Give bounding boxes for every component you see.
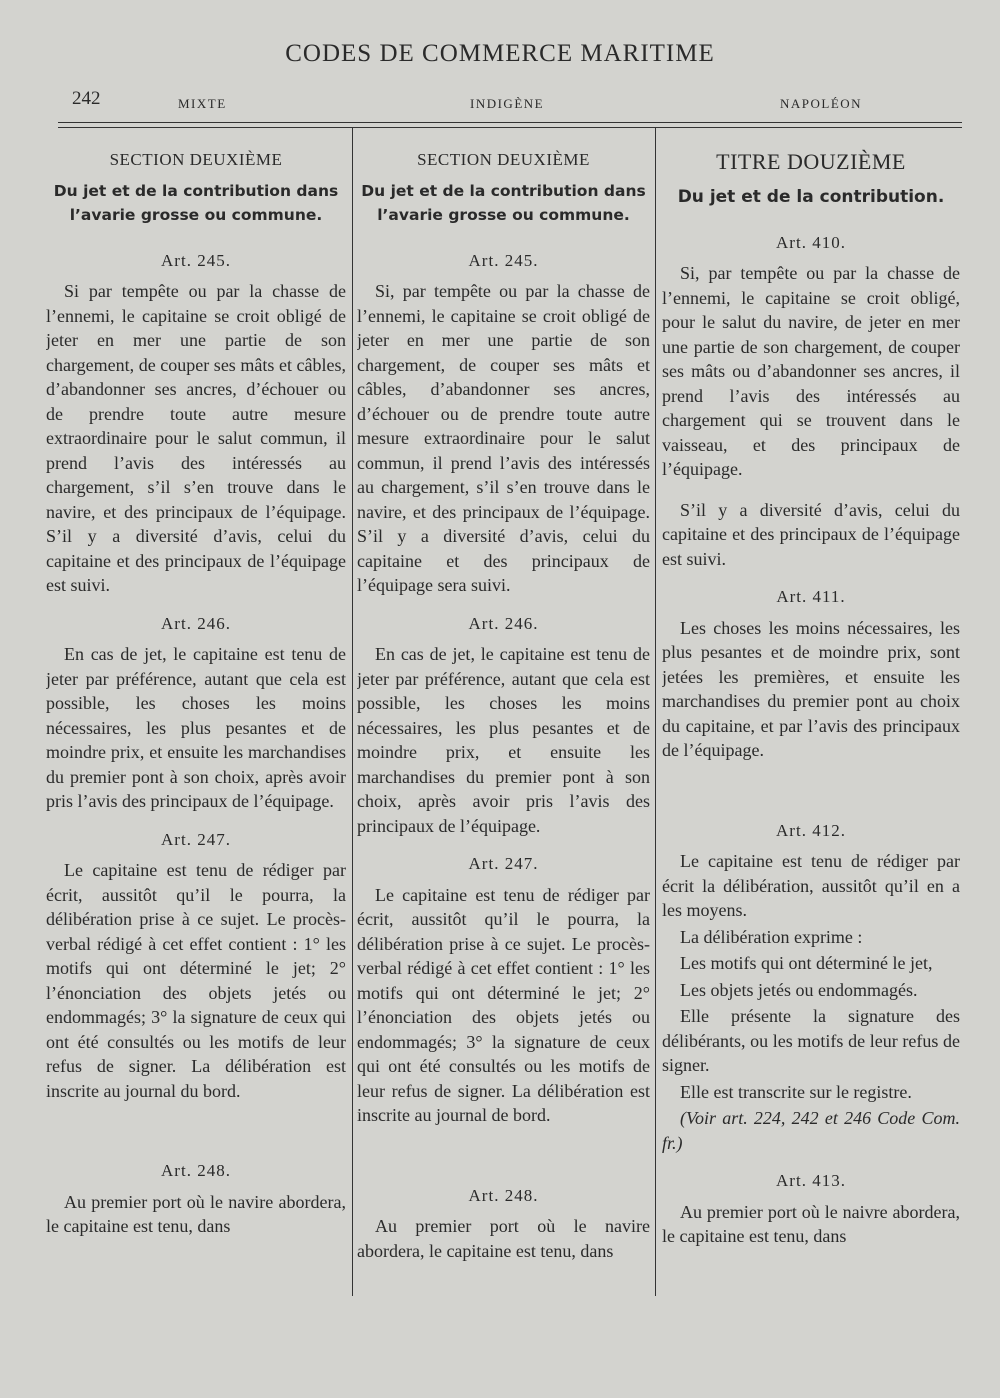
- article-text: Si, par tempête ou par la chasse de l’ennemi, le capitaine se croit obligé de jeter en mer une partie de son chargement, de couper ses mâts et câbles, d’abandonner ses ancres, d’échouer ou de prendre toute autre mesure extraordinaire pour le salut commun, il prend l’avis des intéressés au chargement, s’il s’en trouve dans le navire, et des principaux de l’équipage. S’il y a diversité d’avis, celui du capitaine et des principaux de l’équipage sera suivi.: [357, 281, 650, 595]
- article-text: S’il y a diversité d’avis, celui du capitaine et des principaux de l’équipage est suivi.: [662, 499, 960, 569]
- column-heading-napoleon: NAPOLÉON: [780, 96, 863, 111]
- article-text: Les objets jetés ou endommagés.: [680, 979, 918, 1000]
- column-heading-mixte: MIXTE: [178, 96, 227, 111]
- article-heading: Art. 246.: [161, 613, 231, 633]
- column-divider-2: [655, 128, 656, 1296]
- article-text: Le capitaine est tenu de rédiger par écrit, aussitôt qu’il le pourra, la délibération prise à ce sujet. Le procès-verbal rédigé à cet effet contient : 1° les motifs qui ont déterminé le jet; 2° l’énonciation des objets jetés ou endommagés; 3° la signature de ceux qui ont été consultés ou les motifs de leur refus de signer. La délibération est inscrite au journal du bord.: [46, 860, 346, 1101]
- code-reference: (Voir art. 224, 242 et 246 Code Com. fr.): [662, 1108, 960, 1153]
- article-text: Les motifs qui ont déterminé le jet,: [680, 953, 933, 973]
- article-text: La délibération exprime :: [680, 926, 863, 947]
- page-title: CODES DE COMMERCE MARITIME: [285, 40, 715, 67]
- article-heading: Art. 248.: [468, 1185, 539, 1205]
- titre-heading: TITRE DOUZIÈME: [716, 149, 906, 174]
- article-text: Au premier port où le navire abordera, le capitaine est tenu, dans: [46, 1191, 346, 1236]
- article-heading: Art. 247.: [468, 854, 539, 873]
- column-mixte: [46, 142, 346, 1292]
- article-heading: Art. 413.: [776, 1171, 846, 1190]
- article-heading: Art. 247.: [161, 829, 231, 849]
- article-text: Les choses les moins nécessaires, les plus pesantes et de moindre prix, sont jetées les premières, et ensuite les marchandises du premier pont au choix du capitaine, et par l’avis des principaux de l’équipage.: [662, 617, 960, 760]
- titre-subtitle: Du jet et de la contribution.: [677, 186, 945, 207]
- column-heading-indigene: INDIGÈNE: [470, 96, 545, 111]
- column-napoleon: [662, 142, 960, 1292]
- article-text: En cas de jet, le capitaine est tenu de jeter par préférence, autant que cela est possible, les choses les moins nécessaires, les plus pesantes et de moindre prix, et ensuite les marchandises du premier pont à son choix, après avoir pris l’avis des principaux de l’équipage.: [46, 644, 346, 811]
- article-heading: Art. 411.: [776, 587, 846, 606]
- section-subtitle: Du jet et de la contribution dans l’avarie grosse ou commune.: [361, 181, 646, 224]
- article-text: Elle est transcrite sur le registre.: [680, 1081, 912, 1102]
- article-heading: Art. 246.: [468, 613, 539, 633]
- article-heading: Art. 410.: [776, 232, 846, 252]
- article-text: Si par tempête ou par la chasse de l’ennemi, le capitaine se croit obligé de jeter en mer une partie de son chargement, de couper ses mâts et câbles, d’abandonner ses ancres, d’échouer ou de prendre toute autre mesure extraordinaire pour le salut commun, il prend l’avis des intéressés au chargement, s’il s’en trouve dans le navire, et des principaux de l’équipage. S’il y a diversité d’avis, celui du capitaine et des principaux de l’équipage est suivi.: [46, 281, 346, 595]
- article-text: Le capitaine est tenu de rédiger par écrit la délibération, aussitôt qu’il en a les moyens.: [662, 851, 960, 920]
- article-text: Le capitaine est tenu de rédiger par écrit, aussitôt qu’il le pourra, la délibération prise à ce sujet. Le procès-verbal rédigé à cet effet contient : 1° les motifs qui ont déterminé le jet; 2° l’énonciation des objets jetés ou endommagés; 3° la signature de ceux qui ont été consultés ou les motifs de leur refus de signer. La délibération est inscrite au journal de bord.: [357, 884, 650, 1125]
- article-text: Si, par tempête ou par la chasse de l’ennemi, le capitaine se croit obligé, pour le salut du navire, de jeter en mer une partie de son chargement, de couper ses mâts ou d’abandonner ses ancres, il prend l’avis des intéressés au chargement qui se trouvent dans le vaisseau, et des principaux de l’équipage.: [662, 263, 960, 479]
- column-indigene: [357, 142, 650, 1292]
- column-divider-1: [352, 128, 353, 1296]
- header-rule-top: [58, 122, 962, 123]
- article-text: Elle présente la signature des délibérants, ou les motifs de leur refus de signer.: [662, 1006, 960, 1075]
- article-heading: Art. 245.: [468, 250, 539, 270]
- article-text: En cas de jet, le capitaine est tenu de jeter par préférence, autant que cela est possible, les choses les moins nécessaires, les plus pesantes et de moindre prix, et ensuite les marchandises du premier pont à son choix, après avoir pris l’avis des principaux de l’équipage.: [357, 644, 650, 836]
- article-text: Au premier port où le navire abordera, le capitaine est tenu, dans: [357, 1216, 650, 1261]
- page-number: 242: [72, 88, 101, 109]
- header-rule-bottom: [58, 127, 962, 128]
- section-heading: SECTION DEUXIÈME: [109, 150, 283, 169]
- section-heading: SECTION DEUXIÈME: [417, 150, 590, 169]
- article-heading: Art. 412.: [776, 820, 846, 840]
- article-heading: Art. 248.: [161, 1161, 231, 1180]
- article-text: Au premier port où le naivre abordera, le capitaine est tenu, dans: [662, 1201, 960, 1246]
- article-heading: Art. 245.: [161, 250, 231, 270]
- section-subtitle: Du jet et de la contribution dans l’avarie grosse ou commune.: [53, 181, 339, 224]
